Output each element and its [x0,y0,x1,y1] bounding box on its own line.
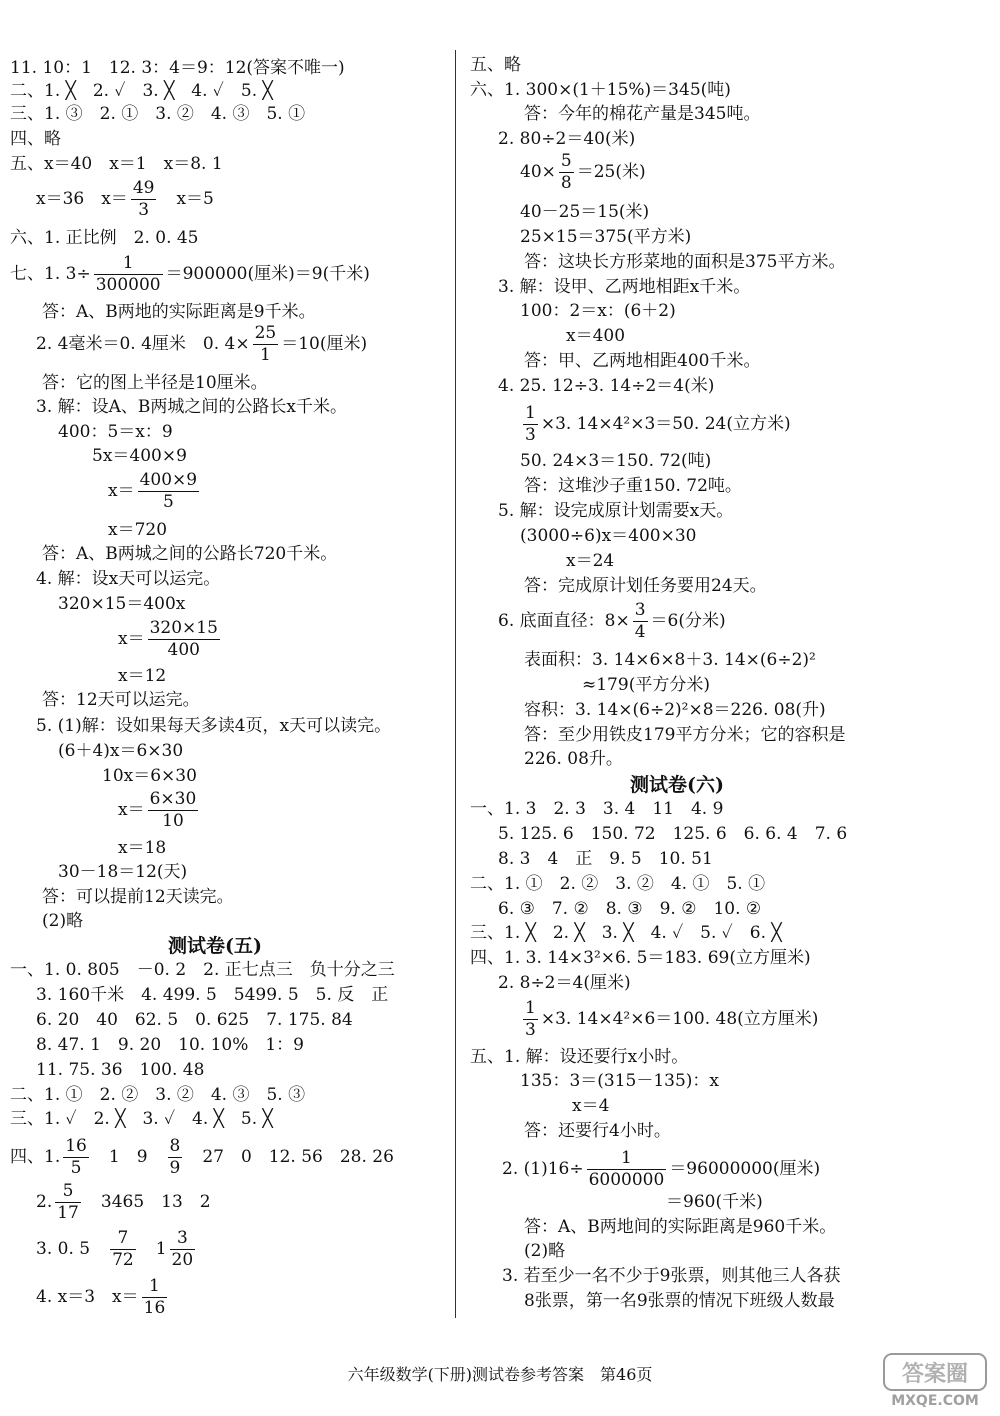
answer-line: x＝ $\frac{6\times 30}{10}$ [118,789,197,831]
fraction: $\frac{1}{300000}$ [95,253,161,295]
answer-line: x＝ $\frac{400\times 9}{5}$ [108,470,198,512]
answer-line: 答：今年的棉花产量是345吨。 [524,104,761,124]
fraction: $\frac{1}{3}$ [525,403,536,445]
fraction: $\frac{1}{3}$ [525,998,536,1040]
answer-line: 表面积：3. 14×6×8＋3. 14×(6÷2)² [524,650,816,670]
answer-line: x＝4 [572,1096,610,1116]
column-divider [455,50,456,1318]
answer-line: 答：还要行4小时。 [524,1121,671,1141]
answer-line: 8. 3 4 正 9. 5 10. 51 [498,849,713,869]
answer-line: 6. 20 40 62. 5 0. 625 7. 175. 84 [36,1010,353,1030]
answer-line: x＝18 [118,838,167,858]
answer-line: 六、1. 正比例 2. 0. 45 [10,228,199,248]
answer-line: 一、1. 0. 805 －0. 2 2. 正七点三 负十分之三 [10,960,395,980]
answer-line: ≈179(平方分米) [582,675,710,695]
answer-line: (6＋4)x＝6×30 [58,741,184,761]
answer-line: 5x＝400×9 [92,446,187,466]
answer-line: 320×15＝400x [58,594,186,614]
fraction: $\frac{6\times 30}{10}$ [149,789,197,831]
answer-line: x＝12 [118,666,167,686]
answer-line: 40－25＝15(米) [520,202,650,222]
answer-line: 3. 0. 5 $\frac{7}{72}$ 1 $\frac{3}{20}$ [36,1228,194,1270]
svg-text:MXQE.COM: MXQE.COM [891,1393,979,1409]
answer-line: 3. 若至少一名不少于9张票，则其他三人各获 [502,1266,841,1286]
fraction: $\frac{1}{6000000}$ [588,1148,665,1190]
answer-line: 答：这堆沙子重150. 72吨。 [524,476,742,496]
answer-line: 2. 4毫米＝0. 4厘米 0. 4× $\frac{25}{1}$ ＝10(厘米) [36,323,368,365]
fraction: $\frac{25}{1}$ [254,323,277,365]
answer-line: 3. 解：设甲、乙两地相距x千米。 [498,277,751,297]
answer-line: 4. 25. 12÷3. 14÷2＝4(米) [498,376,715,396]
answer-line: 五、1. 解：设还要行x小时。 [470,1047,689,1067]
answer-line: 七、1. 3÷ $\frac{1}{300000}$ ＝900000(厘米)＝9(千米) [10,253,370,295]
answer-line: 三、1. ③ 2. ① 3. ② 4. ③ 5. ① [10,104,306,124]
answer-line: 四、1. $\frac{16}{5}$ 1 9 $\frac{8}{9}$ 27 0 12. 56 28. 26 [10,1136,394,1178]
answer-line: 容积：3. 14×(6÷2)²×8＝226. 08(升) [524,700,826,720]
answer-line: 答：A、B两城之间的公路长720千米。 [42,544,338,564]
answer-line: (3000÷6)x＝400×30 [520,526,697,546]
answer-line: 6. ③ 7. ② 8. ③ 9. ② 10. ② [498,899,762,919]
fraction: $\frac{1}{16}$ [143,1276,166,1318]
answer-line: x＝24 [566,551,615,571]
answer-line: 2. $\frac{5}{17}$ 3465 13 2 [36,1181,211,1223]
fraction: $\frac{16}{5}$ [65,1136,87,1178]
answer-line: 100：2＝x：(6＋2) [520,301,676,321]
answer-line: 8张票，第一名9张票的情况下班级人数最 [524,1291,835,1311]
answer-line: 二、1. ① 2. ② 3. ② 4. ③ 5. ③ [10,1085,306,1105]
answer-line: x＝400 [566,326,626,346]
answer-line: 5. (1)解：设如果每天多读4页，x天可以读完。 [36,716,392,736]
answer-line: 五、略 [470,55,521,75]
answer-line: 11. 10：1 12. 3：4＝9：12(答案不唯一) [10,58,345,78]
answer-line: 226. 08升。 [524,749,623,769]
answer-line: 6. 底面直径：8× $\frac{3}{4}$ ＝6(分米) [498,600,726,642]
answer-line: 四、1. 3. 14×3²×6. 5＝183. 69(立方厘米) [470,948,811,968]
answer-line: 一、1. 3 2. 3 3. 4 11 4. 9 [470,799,724,819]
answer-line: ＝960(千米) [666,1192,763,1212]
answer-line: $\frac{1}{3}$ ×3. 14×4²×3＝50. 24(立方米) [525,403,791,445]
section-title: 测试卷(六) [630,774,724,796]
answer-line: 答：A、B两地间的实际距离是960千米。 [524,1217,837,1237]
fraction: $\frac{5}{17}$ [57,1181,79,1223]
answer-line: $\frac{1}{3}$ ×3. 14×4²×6＝100. 48(立方厘米) [525,998,819,1040]
answer-line: 25×15＝375(平方米) [520,227,692,247]
fraction: $\frac{3}{4}$ [634,600,646,642]
answer-line: x＝720 [108,520,168,540]
fraction: $\frac{3}{20}$ [171,1228,194,1270]
fraction: $\frac{400\times 9}{5}$ [139,470,198,512]
answer-line: 二、1. ╳ 2. ✓ 3. ╳ 4. ✓ 5. ╳ [10,81,273,101]
answer-line: 答：可以提前12天读完。 [42,887,234,907]
answer-line: 4. x＝3 x＝ $\frac{1}{16}$ [36,1276,166,1318]
answer-line: 2. (1)16÷ $\frac{1}{6000000}$ ＝96000000(厘米) [502,1148,821,1190]
answer-line: 400：5＝x：9 [58,422,173,442]
fraction: $\frac{5}{8}$ [560,151,572,193]
page-footer: 六年级数学(下册)测试卷参考答案 第46页 [347,1365,653,1384]
answer-line: 135：3＝(315－135)：x [520,1071,720,1091]
answer-line: 四、略 [10,129,61,149]
answer-line: 5. 解：设完成原计划需要x天。 [498,501,734,521]
answer-line: 答：这块长方形菜地的面积是375平方米。 [524,252,846,272]
answer-line: 30－18＝12(天) [58,862,188,882]
answer-line: 三、1. ✓ 2. ╳ 3. ✓ 4. ╳ 5. ╳ [10,1109,273,1129]
fraction: $\frac{8}{9}$ [169,1136,181,1178]
answer-line: 40× $\frac{5}{8}$ ＝25(米) [520,151,646,193]
answer-line: 六、1. 300×(1＋15%)＝345(吨) [470,80,731,100]
fraction: $\frac{7}{72}$ [112,1228,134,1270]
answer-line: 4. 解：设x天可以运完。 [36,569,221,589]
answer-line: 三、1. ╳ 2. ╳ 3. ╳ 4. ✓ 5. ✓ 6. ╳ [470,923,782,943]
answer-line: 答：12天可以运完。 [42,690,200,710]
section-title: 测试卷(五) [168,935,262,957]
answer-line: 答：它的图上半径是10厘米。 [42,373,268,393]
answer-line: 2. 80÷2＝40(米) [498,129,636,149]
answer-line: 答：完成原计划任务要用24天。 [524,576,767,596]
answer-line: 五、x＝40 x＝1 x＝8. 1 [10,154,223,174]
answer-line: 8. 47. 1 9. 20 10. 10% 1：9 [36,1035,304,1055]
answer-line: 11. 75. 36 100. 48 [36,1060,205,1080]
answer-line: 2. 8÷2＝4(厘米) [498,973,631,993]
answer-line: 答：A、B两地的实际距离是9千米。 [42,302,316,322]
fraction: $\frac{49}{3}$ [132,178,155,220]
answer-line: 3. 160千米 4. 499. 5 5499. 5 5. 反 正 [36,985,389,1005]
svg-text:答案圈: 答案圈 [901,1362,969,1387]
answer-line: 50. 24×3＝150. 72(吨) [520,451,712,471]
answer-line: (2)略 [524,1241,566,1261]
fraction: $\frac{320\times 15}{400}$ [149,618,218,660]
answer-line: 5. 125. 6 150. 72 125. 6 6. 6. 4 7. 6 [498,824,848,844]
answer-line: 答：甲、乙两地相距400千米。 [524,351,761,371]
watermark-logo [880,1352,990,1410]
answer-line: 3. 解：设A、B两城之间的公路长x千米。 [36,397,347,417]
answer-line: x＝ $\frac{320\times 15}{400}$ [118,618,218,660]
answer-line: (2)略 [42,911,84,931]
answer-line: 答：至少用铁皮179平方分米；它的容积是 [524,725,846,745]
answer-line: 二、1. ① 2. ② 3. ② 4. ① 5. ① [470,874,766,894]
answer-line: 10x＝6×30 [102,766,197,786]
answer-line: x＝36 x＝ $\frac{49}{3}$ x＝5 [36,178,214,220]
